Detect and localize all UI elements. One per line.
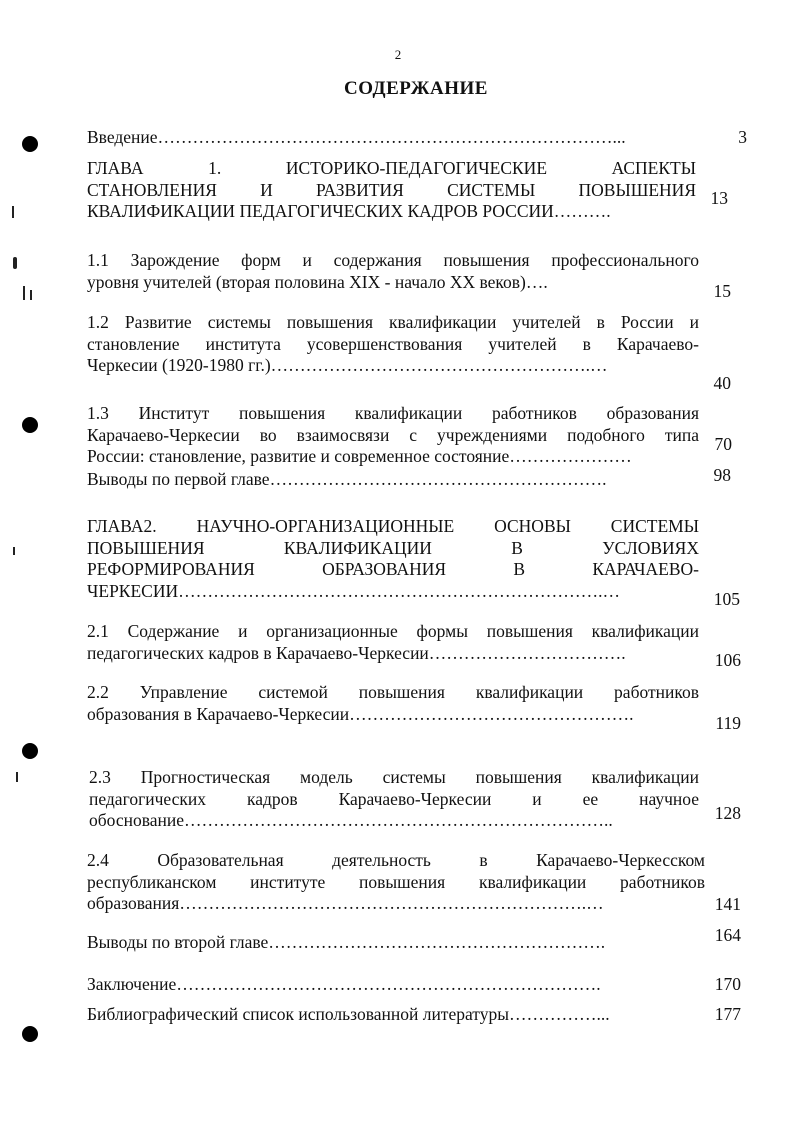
toc-line: становление института усовершенствования учителей в Карачаево- (87, 333, 699, 354)
toc-entry-section-2-1 (87, 621, 699, 664)
toc-page-number: 98 (713, 465, 731, 485)
toc-page-number: 128 (714, 803, 741, 823)
punch-hole-mark (22, 743, 38, 759)
toc-line: 2.2 Управление системой повышения квалификации работников (87, 682, 699, 702)
toc-page-number: 3 (738, 127, 747, 147)
toc-line: Библиографический список использованной литературы……………... (87, 1004, 610, 1024)
toc-line: 2.1 Содержание и организационные формы повышения квалификации (87, 621, 699, 641)
toc-entry-chapter-2 (87, 516, 699, 602)
toc-line: СТАНОВЛЕНИЯ И РАЗВИТИЯ СИСТЕМЫ ПОВЫШЕНИЯ (87, 179, 696, 200)
toc-entry-conclusions-chapter-1 (87, 469, 699, 491)
page-title: СОДЕРЖАНИЕ (344, 78, 488, 99)
toc-line: Карачаево-Черкесии во взаимосвязи с учреждениями подобного типа (87, 424, 699, 445)
toc-line: 1.2 Развитие системы повышения квалификации учителей в России и (87, 312, 699, 332)
toc-entry-bibliography (87, 1004, 699, 1026)
toc-page-number: 177 (714, 1004, 741, 1024)
margin-mark (23, 286, 25, 300)
toc-entry-section-2-3 (89, 767, 699, 832)
toc-line: Введение……………………………………………………………………... (87, 127, 626, 147)
toc-line: России: становление, развитие и современное состояние………………… (87, 446, 632, 466)
toc-line: 2.4 Образовательная деятельность в Карачаево-Черкесском (87, 850, 705, 870)
toc-page-number: 15 (713, 281, 731, 301)
toc-line: ПОВЫШЕНИЯ КВАЛИФИКАЦИИ В УСЛОВИЯХ (87, 537, 699, 558)
toc-page-number: 119 (715, 713, 741, 733)
toc-entry-section-1-2 (87, 312, 699, 377)
toc-line: ЧЕРКЕСИИ……………………………………………………………….… (87, 580, 620, 601)
toc-line: педагогических кадров Карачаево-Черкесии и ее научное (89, 788, 699, 809)
toc-page-number: 105 (713, 589, 740, 609)
toc-line: ГЛАВА 1. ИСТОРИКО-ПЕДАГОГИЧЕСКИЕ АСПЕКТЫ (87, 158, 696, 178)
toc-entry-conclusions-chapter-2 (87, 932, 699, 954)
toc-page-number: 141 (714, 894, 741, 914)
toc-entry-section-1-3 (87, 403, 699, 468)
margin-mark (30, 290, 32, 300)
toc-line: Выводы по второй главе…………………………………………………. (87, 932, 606, 952)
toc-entry-section-2-2 (87, 682, 699, 725)
toc-page-number: 40 (713, 373, 731, 393)
margin-mark (13, 257, 17, 269)
toc-line: образования в Карачаево-Черкесии…………………………………………. (87, 703, 634, 724)
toc-line: ГЛАВА2. НАУЧНО-ОРГАНИЗАЦИОННЫЕ ОСНОВЫ СИСТЕМЫ (87, 516, 699, 536)
toc-entry-conclusion (87, 974, 699, 996)
margin-mark (13, 547, 15, 555)
toc-line: педагогических кадров в Карачаево-Черкесии……………………………. (87, 642, 626, 663)
toc-page-number: 13 (710, 188, 728, 208)
toc-entry-section-1-1 (87, 250, 699, 293)
toc-line: Заключение………………………………………………………………. (87, 974, 601, 994)
toc-line: РЕФОРМИРОВАНИЯ ОБРАЗОВАНИЯ В КАРАЧАЕВО- (87, 559, 699, 579)
toc-page-number: 170 (714, 974, 741, 994)
toc-line: обоснование……………………………………………………………….. (89, 810, 613, 830)
toc-page-number: 70 (714, 434, 732, 454)
toc-entry-chapter-1 (87, 158, 696, 223)
toc-line: 1.1 Зарождение форм и содержания повышения профессионального (87, 250, 699, 270)
toc-page-number: 106 (714, 650, 741, 670)
page-number: 2 (394, 47, 402, 62)
toc-page-number: 164 (714, 925, 741, 945)
toc-line: уровня учителей (вторая половина XIX - начало XX веков)…. (87, 271, 548, 292)
margin-mark (16, 772, 18, 782)
toc-line: КВАЛИФИКАЦИИ ПЕДАГОГИЧЕСКИХ КАДРОВ РОССИИ………. (87, 201, 611, 221)
toc-line: 1.3 Институт повышения квалификации работников образования (87, 403, 699, 423)
punch-hole-mark (22, 417, 38, 433)
toc-line: республиканском институте повышения квалификации работников (87, 871, 705, 892)
toc-entry-section-2-4 (87, 850, 705, 915)
toc-line: Черкесии (1920-1980 гг.)……………………………………………….… (87, 355, 608, 375)
toc-line: 2.3 Прогностическая модель системы повышения квалификации (89, 767, 699, 787)
margin-mark (12, 206, 14, 218)
toc-line: Выводы по первой главе…………………………………………………. (87, 469, 607, 489)
toc-line: образования…………………………………………………………….… (87, 893, 604, 913)
punch-hole-mark (22, 136, 38, 152)
punch-hole-mark (22, 1026, 38, 1042)
toc-entry-introduction (87, 127, 699, 149)
